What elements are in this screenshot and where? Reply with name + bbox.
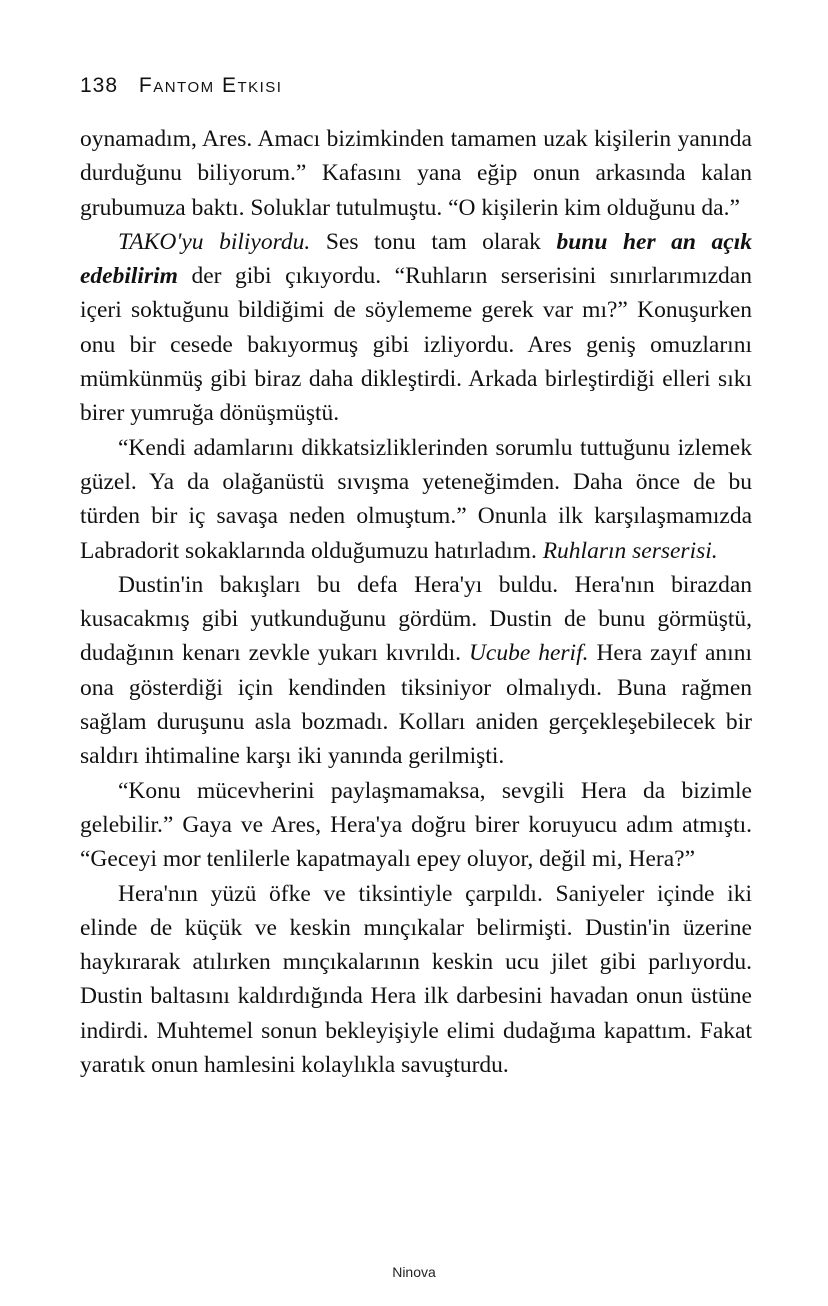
body-text (80, 122, 752, 1082)
italic-thought: Ucube herif. (468, 640, 589, 667)
paragraph-6 (80, 877, 752, 1083)
paragraph-3 (80, 431, 752, 568)
text-run: der gibi çıkıyordu. “Ruhların serserisini sınırlarımızdan içeri soktuğunu bildiğimi de söylememe gerek var mı?” Konuşurken onu bir cesede bakıyormuş gibi izliyordu. Ares geniş omuzlarını mümkünmüş gibi biraz daha dikleştirdi. Arkada birleştirdiği elleri sıkı birer yumruğa dönüşmüştü. (80, 263, 752, 427)
page-number: 138 (80, 74, 119, 97)
text-run: oynamadım, Ares. Amacı bizimkinden tamamen uzak kişilerin yanında durduğunu biliyorum.” Kafasını yana eğip onun arkasında kalan grubumuza baktı. Soluklar tutulmuştu. “O kişilerin kim olduğunu da.” (80, 126, 752, 221)
text-run: Ses tonu tam olarak (310, 228, 557, 255)
text-run: “Kendi adamlarını dikkatsizliklerinden sorumlu tuttuğunu izlemek güzel. Ya da olağanüstü sıvışma yeteneğimden. Daha önce de bu türden bir iç savaşa neden olmuştum.” Onunla ilk karşılaşmamızda Labradorit sokaklarında olduğumuzu hatırladım. (80, 434, 752, 564)
paragraph-2 (80, 225, 752, 431)
running-head (80, 74, 282, 98)
text-run: “Konu mücevherini paylaşmamaksa, sevgili Hera da bizimle gelebilir.” Gaya ve Ares, Hera'ya doğru birer koruyucu adım atmıştı. “Geceyi mor tenlilerle kapatmayalı epey oluyor, değil mi, Hera?” (80, 777, 752, 873)
italic-thought: TAKO'yu biliyordu. (118, 228, 311, 255)
bold-italic-emphasis: bunu her an açık edebilirim (80, 228, 752, 290)
paragraph-5 (80, 774, 752, 877)
text-run: Hera'nın yüzü öfke ve tiksintiyle çarpıldı. Saniyeler içinde iki elinde de küçük ve keskin mınçıkalar belirmişti. Dustin'in üzerine haykırarak atılırken mınçıkalarının keskin ucu jilet gibi parlıyordu. Dustin baltasını kaldırdığında Hera ilk darbesini havadan onun üstüne indirdi. Muhtemel sonun bekleyişiyle elimi dudağıma kapattım. Fakat yaratık onun hamlesini kolaylıkla savuşturdu. (80, 880, 752, 1079)
text-run: Dustin'in bakışları bu defa Hera'yı buldu. Hera'nın birazdan kusacakmış gibi yutkunduğunu gördüm. Dustin de bunu görmüştü, dudağının kenarı zevkle yukarı kıvrıldı. (80, 571, 752, 667)
book-title: Fantom Etkisi (138, 74, 283, 97)
italic-thought: Ruhların serserisi. (542, 537, 718, 564)
paragraph-1 (80, 122, 752, 225)
paragraph-4 (80, 568, 752, 774)
publisher-footer: Ninova (392, 1264, 436, 1280)
text-run: Hera zayıf anını ona gösterdiği için kendinden tiksiniyor olmalıydı. Buna rağmen sağlam duruşunu asla bozmadı. Kolları aniden gerçekleşebilecek bir saldırı ihtimaline karşı iki yanında gerilmişti. (80, 640, 752, 770)
